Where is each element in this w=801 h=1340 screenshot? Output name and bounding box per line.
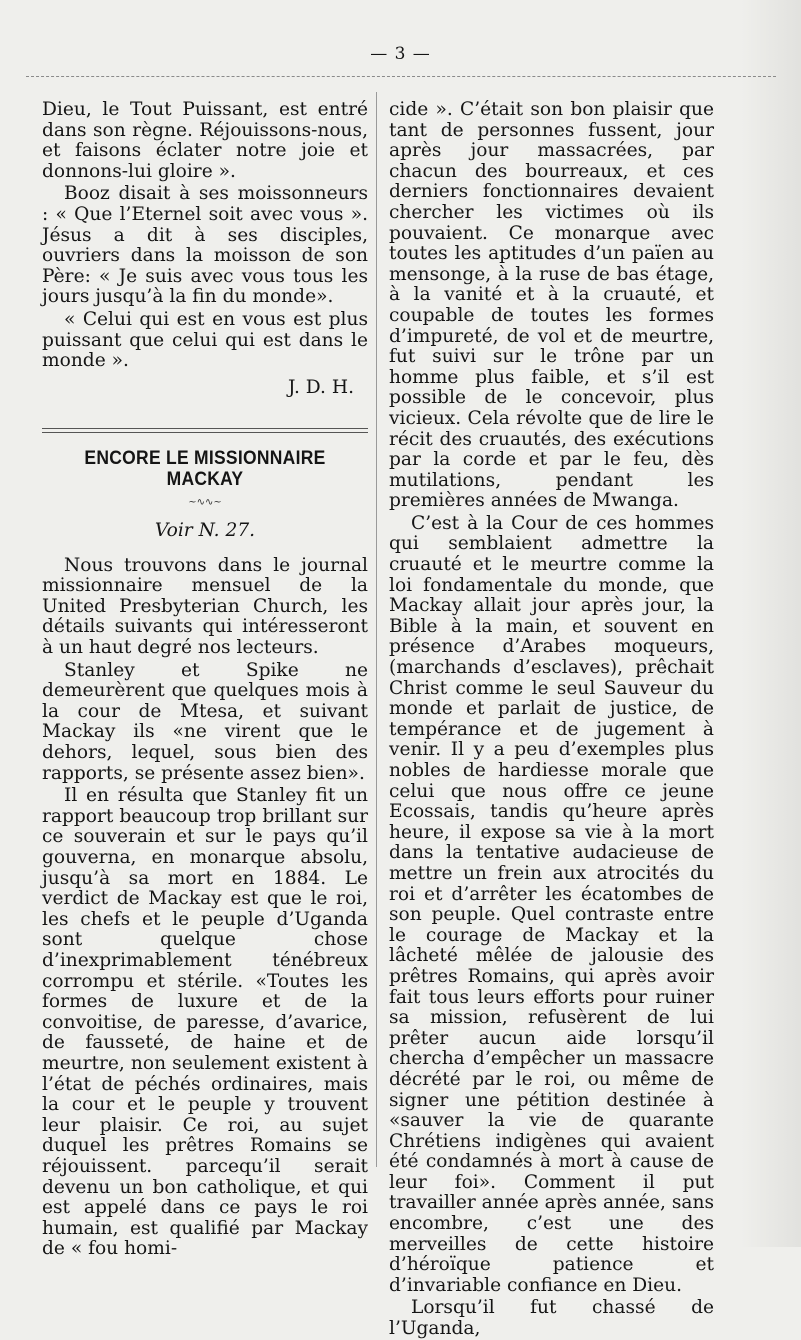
page-edge-shading (741, 0, 801, 1247)
paragraph: Booz disait à ses moissonneurs : « Que l’Eternel soit avec vous ». Jésus a dit à ses disciples, ouvriers dans la moisson de son Père: « Je suis avec vous tous les jours jusqu’à la fin du monde». (42, 183, 368, 308)
left-column (42, 100, 368, 1260)
paragraph: cide ». C’était son bon plaisir que tant de personnes fussent, jour après jour massacrées, par chacun des bourreaux, et ces derniers fonctionnaires devaient chercher les victimes où ils pouvaient. Ce monarque avec toutes les aptitudes d’un païen au mensonge, à la ruse de bas étage, à la vanité et à la cruauté, et coupable de toutes les formes d’impureté, de vol et de meurtre, fut suivi sur le trône par un homme plus faible, et s’il est possible de le concevoir, plus vicieux. Cela révolte que de lire le récit des cruautés, des exécutions par la corde et par le feu, dès mutilations, pendant les premières années de Mwanga. (389, 99, 714, 512)
paragraph: Stanley et Spike ne demeurèrent que quelques mois à la cour de Mtesa, et suivant Mackay ils «ne virent que le dehors, lequel, sous bien des rapports, se présente assez bien». (42, 659, 368, 784)
paragraph: Il en résulta que Stanley fit un rapport beaucoup trop brillant sur ce souverain et sur le pays qu’il gouverna, en monarque absolu, jusqu’à sa mort en 1884. Le verdict de Mackay est que le roi, les chefs et le peuple d’Uganda sont quelque chose d’inexprimablement ténébreux corrompu et stérile. «Toutes les formes de luxure et de la convoitise, de paresse, d’avarice, de fausseté, de haine et de meurtre, non seulement existent à l’état de péchés ordinaires, mais la cour et le peuple y trouvent leur plaisir. Ce roi, au sujet duquel les prêtres Romains se réjouissent. parcequ’il serait devenu un bon catholique, et qui est appelé dans ce pays le roi humain, est qualifié par Mackay de « fou homi- (42, 785, 368, 1260)
article-reference: Voir N. 27. (154, 520, 256, 542)
article-title: ENCORE LE MISSIONNAIRE MACKAY (84, 448, 326, 490)
signature: J. D. H. (287, 376, 354, 398)
paragraph: C’est à la Cour de ces hommes qui semblaient admettre la cruauté et le meurtre comme la loi fondamentale du monde, que Mackay allait jour après jour, la Bible à la main, et souvent en présence d’Arabes moqueurs, (marchands d’esclaves), prêchait Christ comme le seul Sauveur du monde et parlait de justice, de tempérance et de jugement à venir. Il y a peu d’exemples plus nobles de hardiesse morale que celui que nous offre ce jeune Ecossais, tandis qu’heure après heure, il expose sa vie à la mort dans la tentative audacieuse de mettre un frein aux atrocités du roi et d’arrêter les écatombes de son peuple. Quel contraste entre le courage de Mackay et la lâcheté mêlée de jalousie des prêtres Romains, qui après avoir fait tous leurs efforts pour ruiner sa mission, refusèrent de lui prêter aucun aide lorsqu’il chercha d’empêcher un massacre décrété par le roi, ou même de signer une pétition destinée à «sauver la vie de quarante Chrétiens indigènes qui avaient été condamnés à mort à cause de leur foi». Comment il put travailler année après année, sans encombre, c’est une des merveilles de cette histoire d’héroïque patience et d’invariable confiance en Dieu. (389, 512, 714, 1296)
header-rule (26, 76, 776, 77)
page-number: — 3 — (370, 44, 431, 64)
column-divider (376, 92, 377, 1167)
paragraph: Lorsqu’il fut chassé de l’Uganda, (389, 1297, 714, 1340)
paragraph: Nous trouvons dans le journal missionnaire mensuel de la United Presbyterian Church, les détails suivants qui intéresseront à un haut degré nos lecteurs. (42, 554, 368, 659)
paragraph: « Celui qui est en vous est plus puissant que celui qui est dans le monde ». (42, 308, 368, 372)
right-column (389, 100, 714, 1340)
ornament-flourish: ~∿∿~ (188, 496, 222, 508)
paragraph: Dieu, le Tout Puissant, est entré dans son règne. Réjouissons-nous, et faisons éclater notre joie et donnons-lui gloire ». (42, 99, 368, 182)
section-divider (42, 428, 368, 433)
